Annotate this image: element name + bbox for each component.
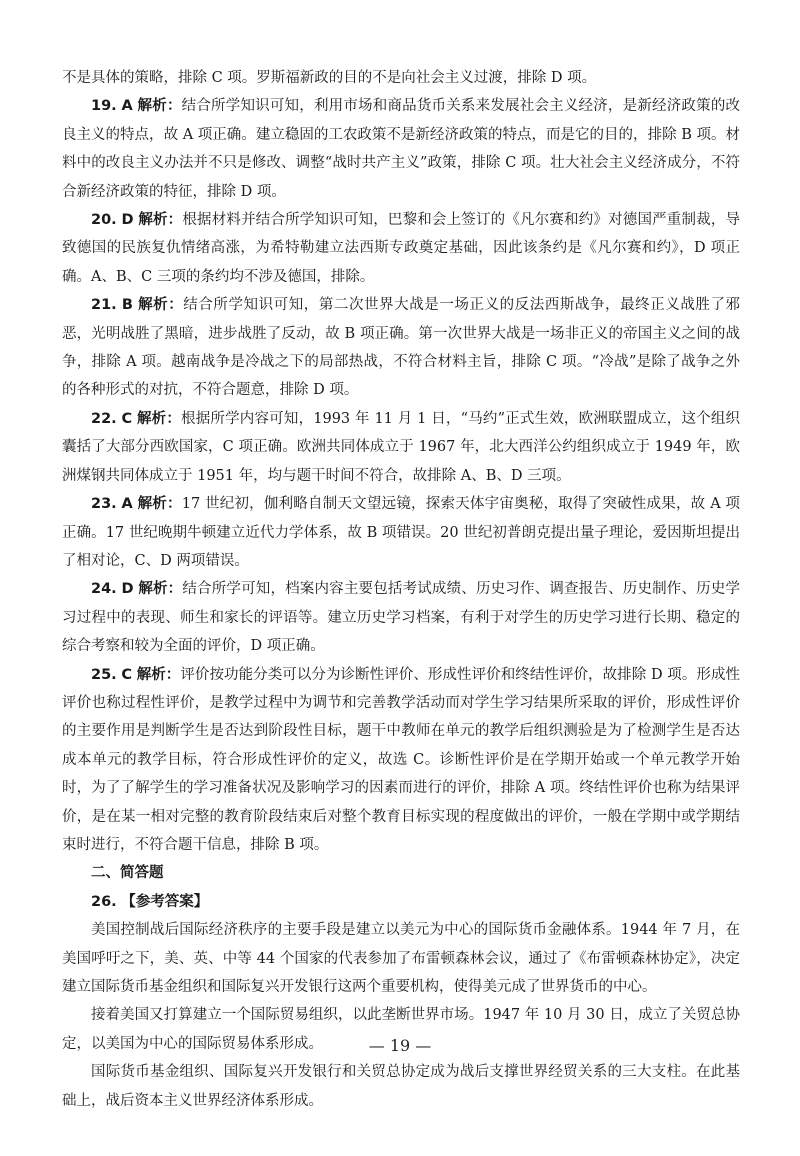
answer-25 (62, 661, 740, 860)
analysis-label: 解析： (138, 212, 183, 229)
analysis-label: 解析： (136, 410, 182, 427)
answer-21 (62, 291, 740, 405)
question-number: 25. (91, 666, 117, 683)
analysis-label: 解析： (137, 496, 182, 513)
question-number: 23. (91, 496, 117, 513)
answer-19 (62, 92, 740, 206)
section-heading: 二、简答题 (91, 865, 164, 882)
analysis-label: 解析： (138, 297, 184, 314)
question-number: 21. (91, 297, 117, 314)
question-number: 26. (91, 893, 117, 910)
answer-letter: D (121, 212, 134, 229)
answer-letter: A (121, 98, 133, 115)
analysis-text: 根据所学内容可知，1993 年 11 月 1 日，“马约”正式生效，欧洲联盟成立，这个组织囊括了大部分西欧国家，C 项正确。欧洲共同体成立于 1967 年，北大西洋公约组织成立于 1949 年，欧洲煤钢共同体成立于 1951 年，均与题干时间不符合，故排除 A、B、D 三项。 (62, 410, 741, 484)
analysis-text: 结合所学知识可知，第二次世界大战是一场正义的反法西斯战争，最终正义战胜了邪恶，光明战胜了黑暗，进步战胜了反动，故 B 项正确。第一次世界大战是一场非正义的帝国主义之间的战争，排除 A 项。越南战争是冷战之下的局部热战，不符合材料主旨，排除 C 项。“冷战”是除了战争之外的各种形式的对抗，不符合题意，排除 D 项。 (62, 297, 741, 399)
reference-answer-label: 【参考答案】 (121, 893, 209, 910)
answer-26-paragraph-2: 接着美国又打算建立一个国际贸易组织，以此垄断世界市场。1947 年 10 月 30 日，成立了关贸总协定，以美国为中心的国际贸易体系形成。 (62, 1007, 740, 1052)
answer-22 (62, 405, 740, 490)
answer-letter: C (121, 410, 133, 427)
answer-24 (62, 575, 740, 660)
page-number: — 19 — (368, 1036, 432, 1055)
analysis-label: 解析： (138, 581, 183, 598)
question-number: 24. (91, 581, 117, 598)
analysis-text: 根据材料并结合所学知识可知，巴黎和会上签订的《凡尔赛和约》对德国严重制裁，导致德国的民族复仇情绪高涨，为希特勒建立法西斯专政奠定基础，因此该条约是《凡尔赛和约》，D 项正确。A、B、C 三项的条约均不涉及德国，排除。 (62, 212, 741, 285)
analysis-label: 解析： (137, 98, 182, 115)
answer-letter: A (121, 496, 133, 513)
analysis-text: 结合所学知识可知，利用市场和商品货币关系来发展社会主义经济，是新经济政策的改良主义的特点，故 A 项正确。建立稳固的工农政策不是新经济政策的特点，而是它的目的，排除 B 项。材料中的改良主义办法并不只是修改、调整“战时共产主义”政策，排除 C 项。壮大社会主义经济成分，不符合新经济政策的特征，排除 D 项。 (62, 98, 741, 200)
answer-23 (62, 490, 740, 575)
document-body (62, 64, 740, 1115)
answer-letter: D (121, 581, 134, 598)
answer-letter: C (121, 666, 133, 683)
analysis-text: 结合所学可知，档案内容主要包括考试成绩、历史习作、调查报告、历史制作、历史学习过程中的表现、师生和家长的评语等。建立历史学习档案，有利于对学生的历史学习进行长期、稳定的综合考察和较为全面的评价，D 项正确。 (62, 581, 741, 655)
question-number: 22. (91, 410, 117, 427)
intro-paragraph: 不是具体的策略，排除 C 项。罗斯福新政的目的不是向社会主义过渡，排除 D 项。 (62, 70, 597, 86)
answer-26-paragraph-1: 美国控制战后国际经济秩序的主要手段是建立以美元为中心的国际货币金融体系。1944 年 7 月，在美国呼吁之下，美、英、中等 44 个国家的代表参加了布雷顿森林会议，通过了《布雷顿森林协定》，决定建立国际货币基金组织和国际复兴开发银行这两个重要机构，使得美元成了世界货币的中心。 (62, 922, 740, 995)
answer-letter: B (121, 297, 133, 314)
question-26-header (62, 888, 740, 916)
answer-20 (62, 206, 740, 291)
question-number: 20. (91, 212, 117, 229)
question-number: 19. (91, 98, 117, 115)
analysis-label: 解析： (136, 666, 181, 683)
answer-26-paragraph-3: 国际货币基金组织、国际复兴开发银行和关贸总协定成为战后支撑世界经贸关系的三大支柱。在此基础上，战后资本主义世界经济体系形成。 (62, 1064, 740, 1109)
analysis-text: 评价按功能分类可以分为诊断性评价、形成性评价和终结性评价，故排除 D 项。形成性评价也称过程性评价，是教学过程中为调节和完善教学活动而对学生学习结果所采取的评价，形成性评价的主要作用是判断学生是否达到阶段性目标，题干中教师在单元的教学后组织测验是为了检测学生是否达成本单元的教学目标，符合形成性评价的定义，故选 C。诊断性评价是在学期开始或一个单元教学开始时，为了了解学生的学习准备状况及影响学习的因素而进行的评价，排除 A 项。终结性评价也称为结果评价，是在某一相对完整的教育阶段结束后对整个教育目标实现的程度做出的评价，一般在学期中或学期结束时进行，不符合题干信息，排除 B 项。 (62, 666, 741, 853)
analysis-text: 17 世纪初，伽利略自制天文望远镜，探索天体宇宙奥秘，取得了突破性成果，故 A 项正确。17 世纪晚期牛顿建立近代力学体系，故 B 项错误。20 世纪初普朗克提出量子理论，爱因斯坦提出了相对论，C、D 两项错误。 (62, 496, 741, 569)
